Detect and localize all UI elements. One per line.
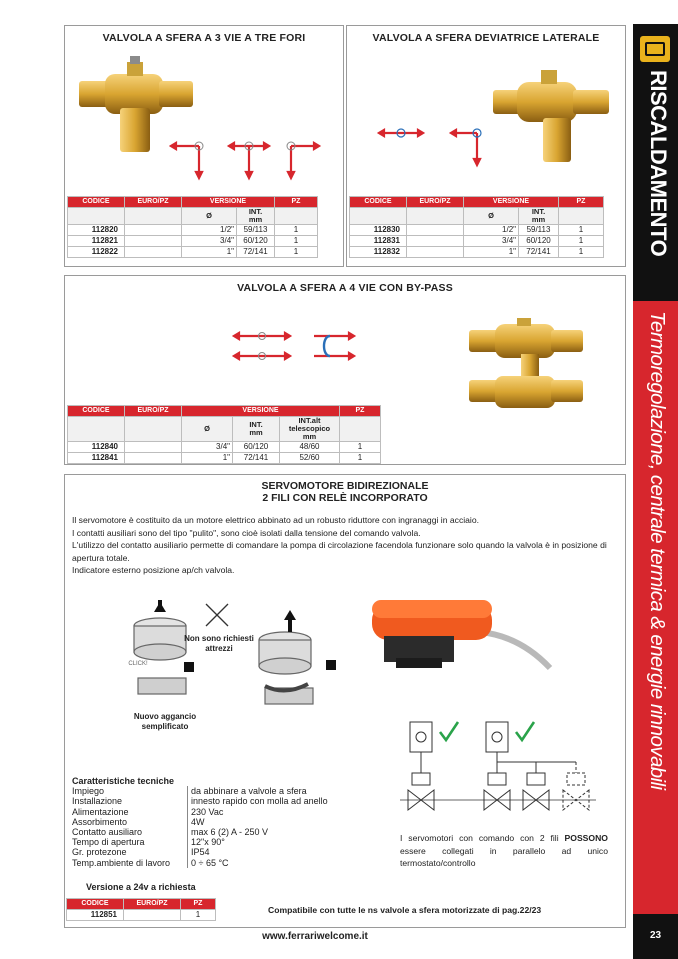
page-number: 23 (649, 930, 662, 941)
sub-int: INT. mm (519, 208, 559, 225)
table-row: 112851 1 (67, 910, 216, 921)
sub-diam: Ø (182, 208, 237, 225)
category-logo-icon (640, 36, 670, 62)
installation-illustration (120, 600, 350, 725)
col-codice: CODICE (68, 406, 125, 417)
table-row: 112822 1" 72/141 1 (68, 247, 318, 258)
table-row: 112840 3/4" 60/120 48/60 1 (68, 442, 381, 453)
sub-telescopic: INT.alt telescopico mm (280, 417, 340, 442)
valve-4way-image (465, 318, 590, 418)
sub-diam: Ø (182, 417, 233, 442)
sub-int: INT. mm (237, 208, 275, 225)
sub-diam: Ø (464, 208, 519, 225)
sidebar-category-label: RISCALDAMENTO (646, 70, 671, 257)
flow-diagrams-4way (230, 324, 370, 369)
sidebar-section-band (633, 301, 678, 914)
col-codice: CODICE (350, 197, 407, 208)
parallel-note: I servomotori con comando con 2 fili POSSONO essere collegati in parallelo ad unico termostato/controllo (400, 833, 608, 868)
col-pz: PZ (340, 406, 381, 417)
label-new-hook: Nuovo aggancio semplificato (133, 712, 197, 731)
col-pz: PZ (275, 197, 318, 208)
valve-lateral-image (491, 66, 616, 166)
box-title: VALVOLA A SFERA A 3 VIE A TRE FORI (102, 32, 306, 44)
sidebar-category-band (633, 24, 678, 301)
sub-int: INT. mm (233, 417, 280, 442)
col-euro: EURO/PZ (124, 899, 181, 910)
price-table-4way (67, 405, 381, 464)
col-pz: PZ (181, 899, 216, 910)
col-codice: CODICE (67, 899, 124, 910)
version-label: Versione a 24v a richiesta (86, 882, 196, 892)
table-row: 112831 3/4" 60/120 1 (350, 236, 604, 247)
flow-diagrams-lateral (375, 121, 505, 171)
box-title: VALVOLA A SFERA A 4 VIE CON BY-PASS (237, 282, 453, 294)
footer-url[interactable]: www.ferrariwelcome.it (262, 931, 368, 942)
actuator-image (370, 596, 560, 676)
table-row: 112832 1" 72/141 1 (350, 247, 604, 258)
label-no-tools: Non sono richiesti attrezzi (184, 634, 254, 653)
box-title: VALVOLA A SFERA DEVIATRICE LATERALE (372, 32, 600, 44)
wiring-diagram (396, 718, 616, 818)
col-versione: VERSIONE (182, 406, 340, 417)
price-table-24v (66, 898, 216, 921)
actuator-title: SERVOMOTORE BIDIREZIONALE 2 FILI CON RELÈ INCORPORATO (261, 480, 429, 504)
col-euro: EURO/PZ (125, 197, 182, 208)
actuator-description: Il servomotore è costituito da un motore elettrico abbinato ad un robusto riduttore con ingranaggi in acciaio. I contatti ausiliari sono del tipo "pulito", sono cioè isolati dalla tensione del comando valvola. L'utilizzo del contatto ausiliario permette di comandare la pompa di circolazione facendola funzionare solo quando la valvola è in posizione di apertura totale. Indicatore esterno posizione ap/ch valvola. (72, 515, 607, 576)
page-number-band (633, 914, 678, 959)
table-row: 112830 1/2" 59/113 1 (350, 225, 604, 236)
col-euro: EURO/PZ (125, 406, 182, 417)
technical-specs: Caratteristiche tecniche Impiego da abbinare a valvole a sfera Installazione innesto rapido con molla ad anello Alimentazione 230 Vac Assorbimento 4W Contatto ausiliaro max 6 (2) A - 250 V Tempo di apertura 12"x 90° Gr. protezone IP54 Temp.ambiente di lavoro 0 ÷ 65 °C (72, 776, 328, 868)
col-versione: VERSIONE (464, 197, 559, 208)
sidebar-section-label: Termoregolazione, centrale termica & energie rinnovabili (646, 311, 669, 790)
col-codice: CODICE (68, 197, 125, 208)
price-table-3way (67, 196, 318, 258)
flow-diagrams-3way (169, 134, 329, 184)
label-click: CLICK! (128, 661, 148, 667)
table-row: 112821 3/4" 60/120 1 (68, 236, 318, 247)
product-box-3way (64, 25, 344, 267)
col-versione: VERSIONE (182, 197, 275, 208)
product-box-lateral (346, 25, 626, 267)
specs-title: Caratteristiche tecniche (72, 776, 175, 786)
col-euro: EURO/PZ (407, 197, 464, 208)
compatibility-note: Compatibile con tutte le ns valvole a sfera motorizzate di pag.22/23 (268, 905, 542, 915)
table-row: 112841 1" 72/141 52/60 1 (68, 453, 381, 464)
table-row: 112820 1/2" 59/113 1 (68, 225, 318, 236)
product-box-4way (64, 275, 626, 465)
col-pz: PZ (559, 197, 604, 208)
price-table-lateral (349, 196, 604, 258)
